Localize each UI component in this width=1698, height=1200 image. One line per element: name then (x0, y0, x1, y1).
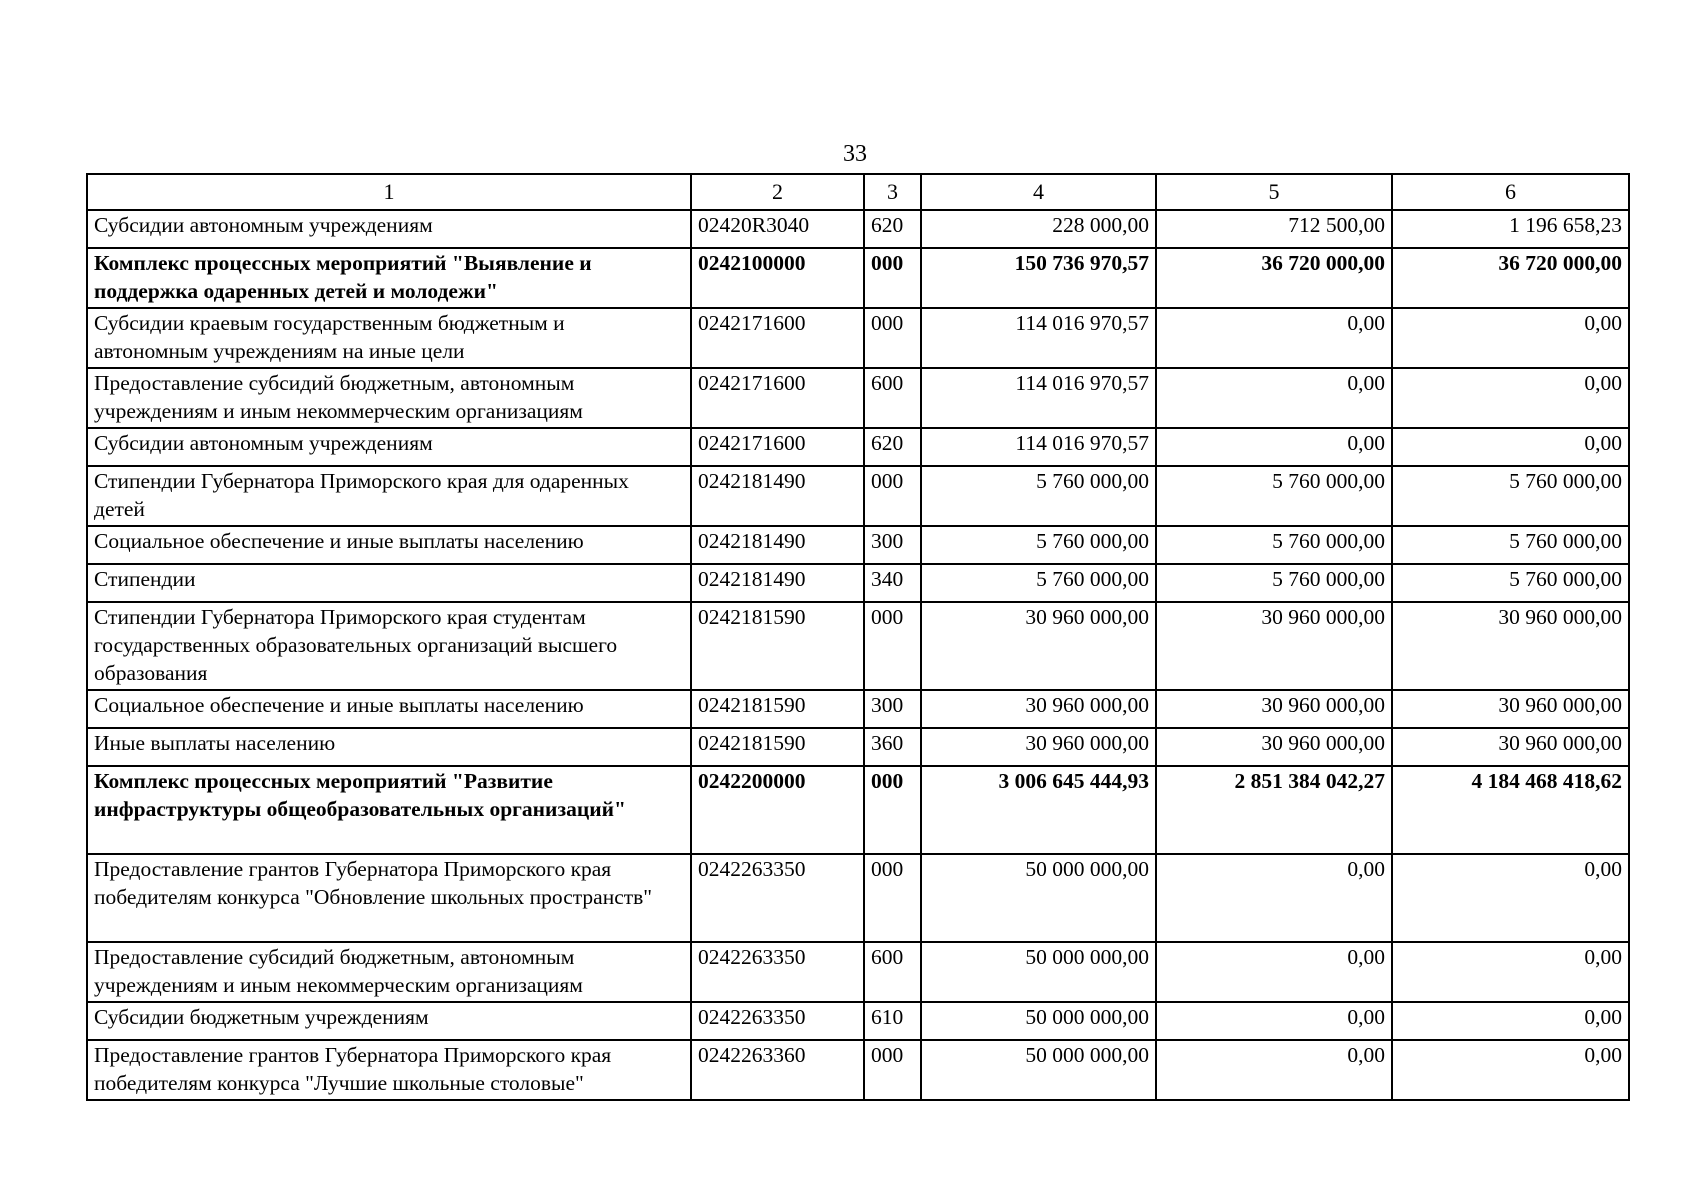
row-name: Субсидии бюджетным учреждениям (87, 1002, 691, 1040)
table-row (87, 1040, 1629, 1100)
row-code: 0242263350 (691, 854, 864, 942)
row-code: 0242181490 (691, 526, 864, 564)
row-kvr: 610 (864, 1002, 921, 1040)
row-kvr: 360 (864, 728, 921, 766)
row-code: 0242181590 (691, 728, 864, 766)
row-value-6: 30 960 000,00 (1392, 602, 1629, 690)
table-row (87, 766, 1629, 854)
row-kvr: 600 (864, 368, 921, 428)
row-value-6: 0,00 (1392, 428, 1629, 466)
row-value-6: 5 760 000,00 (1392, 564, 1629, 602)
row-code: 0242181590 (691, 602, 864, 690)
row-value-5: 30 960 000,00 (1156, 690, 1392, 728)
row-value-6: 0,00 (1392, 1040, 1629, 1100)
row-value-4: 114 016 970,57 (921, 308, 1156, 368)
row-name: Комплекс процессных мероприятий "Развитие инфраструктуры общеобразовательных организаций" (87, 766, 691, 854)
row-value-6: 4 184 468 418,62 (1392, 766, 1629, 854)
row-value-5: 0,00 (1156, 1040, 1392, 1100)
table-row (87, 526, 1629, 564)
row-value-4: 114 016 970,57 (921, 428, 1156, 466)
row-value-5: 712 500,00 (1156, 210, 1392, 248)
row-kvr: 620 (864, 428, 921, 466)
row-code: 0242171600 (691, 308, 864, 368)
table-header-row (87, 174, 1629, 210)
row-value-5: 2 851 384 042,27 (1156, 766, 1392, 854)
row-value-5: 36 720 000,00 (1156, 248, 1392, 308)
row-name: Стипендии (87, 564, 691, 602)
row-value-5: 5 760 000,00 (1156, 526, 1392, 564)
row-name: Предоставление грантов Губернатора Приморского края победителям конкурса "Лучшие школьные столовые" (87, 1040, 691, 1100)
table-row (87, 466, 1629, 526)
row-value-6: 0,00 (1392, 368, 1629, 428)
row-name: Субсидии краевым государственным бюджетным и автономным учреждениям на иные цели (87, 308, 691, 368)
row-value-6: 5 760 000,00 (1392, 466, 1629, 526)
row-value-6: 1 196 658,23 (1392, 210, 1629, 248)
table-row (87, 564, 1629, 602)
page-number: 33 (843, 141, 867, 167)
row-code: 0242100000 (691, 248, 864, 308)
table-row (87, 854, 1629, 942)
row-kvr: 000 (864, 766, 921, 854)
row-value-4: 228 000,00 (921, 210, 1156, 248)
row-kvr: 000 (864, 1040, 921, 1100)
row-value-6: 0,00 (1392, 942, 1629, 1002)
row-code: 0242181490 (691, 466, 864, 526)
header-cell-2: 2 (691, 174, 864, 210)
row-value-5: 5 760 000,00 (1156, 564, 1392, 602)
row-value-5: 0,00 (1156, 1002, 1392, 1040)
header-cell-3: 3 (864, 174, 921, 210)
row-value-4: 50 000 000,00 (921, 1040, 1156, 1100)
row-code: 0242181490 (691, 564, 864, 602)
row-value-6: 0,00 (1392, 1002, 1629, 1040)
table-row (87, 428, 1629, 466)
row-kvr: 600 (864, 942, 921, 1002)
row-value-4: 5 760 000,00 (921, 564, 1156, 602)
row-code: 02420R3040 (691, 210, 864, 248)
row-value-4: 5 760 000,00 (921, 526, 1156, 564)
header-cell-5: 5 (1156, 174, 1392, 210)
header-cell-1: 1 (87, 174, 691, 210)
row-value-4: 50 000 000,00 (921, 942, 1156, 1002)
header-cell-6: 6 (1392, 174, 1629, 210)
row-code: 0242200000 (691, 766, 864, 854)
row-name: Стипендии Губернатора Приморского края студентам государственных образовательных организаций высшего образования (87, 602, 691, 690)
row-name: Предоставление субсидий бюджетным, автономным учреждениям и иным некоммерческим организациям (87, 942, 691, 1002)
row-code: 0242263360 (691, 1040, 864, 1100)
row-code: 0242263350 (691, 942, 864, 1002)
row-value-5: 0,00 (1156, 428, 1392, 466)
row-name: Комплекс процессных мероприятий "Выявление и поддержка одаренных детей и молодежи" (87, 248, 691, 308)
row-name: Субсидии автономным учреждениям (87, 428, 691, 466)
row-value-6: 36 720 000,00 (1392, 248, 1629, 308)
row-name: Стипендии Губернатора Приморского края для одаренных детей (87, 466, 691, 526)
table-row (87, 690, 1629, 728)
row-name: Иные выплаты населению (87, 728, 691, 766)
row-kvr: 000 (864, 602, 921, 690)
row-kvr: 000 (864, 466, 921, 526)
table-row (87, 1002, 1629, 1040)
row-value-5: 0,00 (1156, 942, 1392, 1002)
row-kvr: 000 (864, 248, 921, 308)
row-name: Социальное обеспечение и иные выплаты населению (87, 690, 691, 728)
row-kvr: 300 (864, 526, 921, 564)
row-value-4: 50 000 000,00 (921, 854, 1156, 942)
row-value-6: 0,00 (1392, 308, 1629, 368)
row-value-5: 5 760 000,00 (1156, 466, 1392, 526)
row-value-4: 5 760 000,00 (921, 466, 1156, 526)
row-value-5: 0,00 (1156, 368, 1392, 428)
row-kvr: 340 (864, 564, 921, 602)
row-value-5: 30 960 000,00 (1156, 728, 1392, 766)
row-value-4: 30 960 000,00 (921, 690, 1156, 728)
row-kvr: 620 (864, 210, 921, 248)
row-value-4: 150 736 970,57 (921, 248, 1156, 308)
row-value-5: 0,00 (1156, 308, 1392, 368)
table-row (87, 602, 1629, 690)
row-value-4: 30 960 000,00 (921, 602, 1156, 690)
row-value-6: 5 760 000,00 (1392, 526, 1629, 564)
row-value-4: 50 000 000,00 (921, 1002, 1156, 1040)
row-code: 0242171600 (691, 428, 864, 466)
row-value-4: 3 006 645 444,93 (921, 766, 1156, 854)
row-value-4: 30 960 000,00 (921, 728, 1156, 766)
table-row (87, 368, 1629, 428)
table-row (87, 942, 1629, 1002)
row-name: Социальное обеспечение и иные выплаты населению (87, 526, 691, 564)
budget-table (86, 173, 1630, 1101)
row-name: Предоставление грантов Губернатора Приморского края победителям конкурса "Обновление школьных пространств" (87, 854, 691, 942)
table-row (87, 728, 1629, 766)
row-value-6: 30 960 000,00 (1392, 690, 1629, 728)
row-name: Предоставление субсидий бюджетным, автономным учреждениям и иным некоммерческим организациям (87, 368, 691, 428)
row-name: Субсидии автономным учреждениям (87, 210, 691, 248)
row-code: 0242263350 (691, 1002, 864, 1040)
row-value-6: 0,00 (1392, 854, 1629, 942)
table-row (87, 248, 1629, 308)
row-kvr: 300 (864, 690, 921, 728)
table-row (87, 210, 1629, 248)
table-row (87, 308, 1629, 368)
row-code: 0242171600 (691, 368, 864, 428)
row-kvr: 000 (864, 308, 921, 368)
row-kvr: 000 (864, 854, 921, 942)
header-cell-4: 4 (921, 174, 1156, 210)
row-code: 0242181590 (691, 690, 864, 728)
row-value-5: 0,00 (1156, 854, 1392, 942)
row-value-4: 114 016 970,57 (921, 368, 1156, 428)
row-value-5: 30 960 000,00 (1156, 602, 1392, 690)
row-value-6: 30 960 000,00 (1392, 728, 1629, 766)
